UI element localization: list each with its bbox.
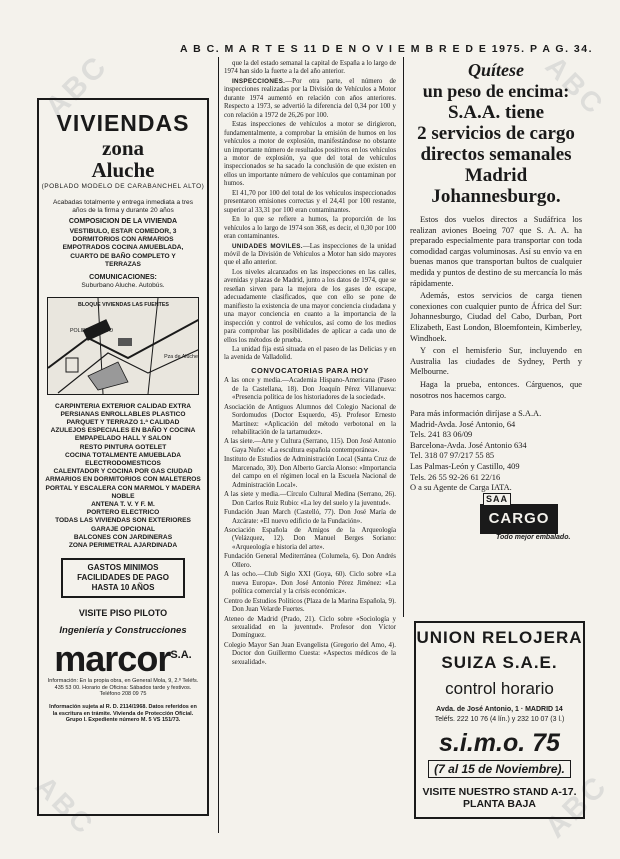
convocatoria-item: Fundación Juan March (Castelló, 77). Don José María de Azcárate: «El nuevo edificio de la Fundación». <box>224 509 396 525</box>
map-label: Pza de Aluche <box>164 353 198 360</box>
paragraph <box>224 78 396 120</box>
gastos-line: FACILIDADES DE PAGO <box>77 573 169 583</box>
section-label: UNIDADES MOVILES. <box>232 242 303 250</box>
headline-line: un peso de encima: <box>422 81 570 101</box>
gastos-line: HASTA 10 AÑOS <box>91 583 155 593</box>
saa-contact: Las Palmas-León y Castillo, 409 <box>410 462 520 472</box>
saa-contact: Barcelona-Avda. José Antonio 634 <box>410 440 527 450</box>
ad-entrega: Acabadas totalmente y entrega inmediata a tres años de la firma y durante 20 años <box>52 199 194 215</box>
visite-piso: VISITE PISO PILOTO <box>78 608 168 619</box>
headline-line: Quítese <box>468 60 524 80</box>
paragraph <box>224 243 396 268</box>
comunicaciones-title: COMUNICACIONES: <box>89 273 157 281</box>
marcor-logo <box>39 638 207 680</box>
intro-paragraph: que la del estado semanal la capital de España a lo largo de 1974 han sido la fuerte a la del año anterior. <box>224 60 396 76</box>
saa-paragraph: Además, estos servicios de carga tienen conexiones con cualquier punto de África del Sur: Johannesburgo, Ciudad del Cabo, Durban, Port Elizabeth, East London, Bloemfontein, Kimberley, Windhoek. <box>410 291 582 343</box>
saa-paragraph: Haga la prueba, entonces. Cárguenos, que nosotros nos hacemos cargo. <box>410 379 582 400</box>
ad-footer: Información sujeta al R. D. 2114/1968. Datos referidos en la escritura en trámite. Vivienda de Protección Oficial. Grupo I. Expediente número M. 5 VS 151/73. <box>49 704 197 724</box>
calidad-item: ZONA PERIMETRAL AJARDINADA <box>68 542 178 550</box>
paragraph-text: —Por otra parte, el número de inspecciones realizadas por la División de Vehículos a Motor durante 1974 aumentó en relación con años anteriores. Respecto a 1973, se advertió la diferencia del 0,34 por 100 y con relación a 1972 de 26,26 por 100. <box>224 77 396 119</box>
composicion-title: COMPOSICION DE LA VIVIENDA <box>68 218 178 226</box>
calidad-item: TODAS LAS VIVIENDAS SON EXTERIORES <box>55 517 191 525</box>
convocatoria-item: Asociación de Antiguos Alumnos del Colegio Nacional de Sordomudos (Doctor Esquerdo, 45). Profesor Ernesto Martínez: «Aplicación del método verbotonal en la rehabilitación de la tartamudez». <box>224 403 396 437</box>
headline-line: 2 servicios de cargo <box>417 123 575 144</box>
headline-line: directos semanales <box>420 144 572 165</box>
calidad-item: CARPINTERIA EXTERIOR CALIDAD EXTRA <box>54 402 192 410</box>
calidad-item: BALCONES CON JARDINERAS <box>73 533 173 541</box>
convocatoria-item: Asociación Española de Amigos de la Arqueología (Velázquez, 12). Don Manuel Berges Soriano: «Arqueología e historia del arte». <box>224 527 396 551</box>
page-header <box>0 0 620 54</box>
calidad-item: PORTERO ELECTRICO <box>86 509 160 517</box>
marcor-info: Información: En la propia obra, en General Mola, 9, 2.º Teléfs. 435 53 00. Horario de Oficina: Sábados tarde y festivos. Teléfono 208 09 75 <box>47 678 199 698</box>
column-rule <box>403 57 404 617</box>
convocatoria-item: Ateneo de Madrid (Prado, 21). Ciclo sobre «Sociología y sexualidad en la juventud». Profesor don Víctor Domínguez. <box>224 615 396 640</box>
composicion-text: VESTIBULO, ESTAR COMEDOR, 3 DORMITORIOS CON ARMARIOS EMPOTRADOS COCINA AMUEBLADA, CUARTO DE BAÑO COMPLETO Y TERRAZAS <box>62 227 184 268</box>
convocatoria-item: A las once y media.—Academia Hispano-Americana (Paseo de la Castellana, 18). Don Joaquín Pérez Villanueva: «Presencia política de los historiadores de la sociedad». <box>224 377 396 402</box>
comunicaciones-text: Suburbano Aluche. Autobús. <box>81 282 165 290</box>
paragraph: En lo que se refiere a humos, la proporción de los vehículos a lo largo de 1974 son 368, es decir, el 0,30 por 100 eran contaminantes. <box>224 216 396 241</box>
union-title: SUIZA S.A.E. <box>441 653 558 672</box>
saa-tagline: Todo mejor embalado. <box>496 533 571 541</box>
map-graphic <box>48 298 199 394</box>
stand-floor: PLANTA BAJA <box>463 798 536 810</box>
ad-title: VIVIENDAS <box>56 110 190 136</box>
convocatorias-heading: CONVOCATORIAS PARA HOY <box>251 365 369 375</box>
stand-visit: VISITE NUESTRO STAND A-17. <box>422 786 577 798</box>
saa-body <box>410 215 582 494</box>
paragraph: La unidad fija está situada en el paseo de las Delicias y en la avenida de Valladolid. <box>224 345 396 362</box>
convocatoria-item: A las ocho.—Club Siglo XXI (Goya, 60). Ciclo sobre «La nueva Europa». Don José Antonio Pérez Jiménez: «La política comercial y la crisis económica». <box>224 571 396 596</box>
watermark: ABC <box>539 50 611 122</box>
saa-contact: Tel. 318 07 97/217 55 85 <box>410 451 495 461</box>
marcor-wordmark: marcor <box>54 638 171 680</box>
headline-line: Madrid <box>464 165 528 186</box>
ad-subtitle: zona <box>102 136 144 160</box>
calidades-list <box>45 403 201 551</box>
cargo-text: CARGO <box>488 509 550 527</box>
saa-ad <box>410 60 582 541</box>
saa-badge: SAA <box>483 493 511 506</box>
union-relojera-ad <box>414 621 585 819</box>
calidad-item: CALENTADOR Y COCINA POR GAS CIUDAD <box>53 468 193 476</box>
calidad-item: PARQUET Y TERRAZO 1.ª CALIDAD <box>66 419 180 427</box>
convocatoria-item: A las siete y media.—Círculo Cultural Medina (Serrano, 26). Don Carlos Ruiz Rubio: «La ley del suelo y la juventud». <box>224 491 396 507</box>
calidad-item: ARMARIOS EN DORMITORIOS CON MALETEROS <box>45 476 201 484</box>
saa-headline <box>410 60 582 207</box>
calidad-item: RESTO PINTURA GOTELET <box>79 443 167 451</box>
calidad-item: EMPAPELADO HALL Y SALON <box>74 435 172 443</box>
calidad-item: PORTAL Y ESCALERA CON MARMOL Y MADERA NOBLE <box>45 484 201 500</box>
convocatoria-item: Centro de Estudios Políticos (Plaza de la Marina Española, 9). Don Juan Velarde Fuertes. <box>224 597 396 614</box>
convocatoria-item: Fundación General Mediterránea (Columela, 6). Don Andrés Ollero. <box>224 553 396 569</box>
map-label: POLIDEPORTIVO <box>70 327 114 334</box>
paragraph: El 41,70 por 100 del total de los vehículos inspeccionados presentaron emisiones correctas y el 24,41 por 100 restante, superior al 33,31 por 100 eran contaminantes. <box>224 189 396 214</box>
watermark: ABC <box>538 768 615 845</box>
paragraph-text: —Las inspecciones de la unidad móvil de la División de Vehículos a Motor han sido mayores que el año anterior. <box>224 242 396 267</box>
ad-poblado: (POBLADO MODELO DE CARABANCHEL ALTO) <box>41 183 205 190</box>
calidad-item: AZULEJOS ESPECIALES EN BAÑO Y COCINA <box>50 427 196 435</box>
saa-paragraph: Y con el hemisferio Sur, incluyendo en Australia las ciudades de Sydney, Perth y Melbourne. <box>410 346 582 377</box>
paragraph: Los niveles alcanzados en las inspecciones en las calles, avenidas y plazas de Madrid, junto a los datos de 1974, que se reseñan sirven para la mejora de los gases de escape, adecuadamente clasificados, que con ello se pone de manifiesto la existencia de una mayor conciencia ciudadana y una mayor conciencia en cuanto a la importancia de la inspección y control de vehículos, así como de los medios para comprobar las posibilidades de aplicar a cada uno de ellos los métodos de prueba. <box>224 268 396 344</box>
news-column <box>224 60 396 668</box>
map-label: BLOQUE VIVIENDAS LAS FUENTES <box>78 301 169 308</box>
saa-contact: Tels. 241 83 06/09 <box>410 430 473 440</box>
calidad-item: ANTENA T. V. Y F. M. <box>91 501 155 509</box>
saa-contact: Madrid-Avda. José Antonio, 64 <box>410 419 516 429</box>
ad-subtitle: Aluche <box>91 158 155 182</box>
calidad-item: GARAJE OPCIONAL <box>90 525 156 533</box>
gastos-line: GASTOS MINIMOS <box>87 563 159 573</box>
section-label: INSPECCIONES. <box>232 77 286 85</box>
union-title: UNION RELOJERA <box>416 628 583 647</box>
paragraph: Estas inspecciones de vehículos a motor se dirigieron, fundamentalmente, a comprobar la emisión de humos en los vehículos a motor de explosión, manifestándose no obstante un importante número de resultados positivos en los vehículos a motor de explosión, ya que del total de vehículos inspeccionados se ha sacado la conclusión de que existen en ellos un importante número de vehículos que contaminan por humos. <box>224 121 396 188</box>
ingenieria-label: Ingeniería y Construcciones <box>59 625 187 637</box>
saa-paragraph: Estos dos vuelos directos a Sudáfrica los realizan aviones Boeing 707 que S. A. A. ha preparado especialmente para transportar con toda comodidad cargas voluminosas. Así su envío va en buenas manos que transportan bultos de cualquier medida y puntos de destino de su mercancía lo más rápidamente. <box>410 215 582 288</box>
header-text: A B C. M A R T E S 11 D E N O V I E M B R E D E 1975. P A G. 34. <box>180 43 594 55</box>
union-address: Avda. de José Antonio, 1 · MADRID 14 <box>436 706 563 713</box>
watermark: ABC <box>29 770 101 842</box>
viviendas-ad <box>37 98 209 816</box>
saa-info-title: Para más información diríjase a S.A.A. <box>410 409 542 419</box>
saa-cargo-logo <box>480 493 558 534</box>
union-phones: Teléfs. 222 10 76 (4 lín.) y 232 10 07 (3 l.) <box>434 716 565 723</box>
simo-dates: (7 al 15 de Noviembre). <box>428 760 571 778</box>
headline-line: Johannesburgo. <box>431 186 561 207</box>
control-horario: control horario <box>445 679 554 698</box>
calidad-item: PERSIANAS ENROLLABLES PLASTICO <box>60 410 186 418</box>
location-map <box>47 297 199 395</box>
marcor-sa: S.A. <box>170 649 192 662</box>
column-rule <box>218 57 219 833</box>
convocatoria-item: Colegio Mayor San Juan Evangelista (Gregorio del Amo, 4). Doctor don Guillermo Cuesta: «Aspectos médicos de la sexualidad». <box>224 641 396 666</box>
convocatoria-item: Instituto de Estudios de Administración Local (Santa Cruz de Marcenado, 30). Don Alberto García Alonso: «Importancia del campo en el régimen local en la Escuela Nacional de Administración Local». <box>224 456 396 489</box>
watermark: ABC <box>38 48 115 125</box>
calidad-item: ELECTRODOMESTICOS <box>85 460 161 468</box>
saa-contact: Tels. 26 55 92-26 61 22/16 <box>410 472 501 482</box>
simo-logo: s.i.m.o. 75 <box>439 729 560 757</box>
calidad-item: COCINA TOTALMENTE AMUEBLADA <box>64 451 182 459</box>
headline-line: S.A.A. tiene <box>447 102 545 123</box>
convocatoria-item: A las siete.—Arte y Cultura (Serrano, 115). Don José Antonio Gaya Nuño: «La escultura española contemporánea». <box>224 438 396 454</box>
saa-contact: O a su Agente de Carga IATA. <box>410 483 512 493</box>
gastos-box <box>61 558 185 598</box>
